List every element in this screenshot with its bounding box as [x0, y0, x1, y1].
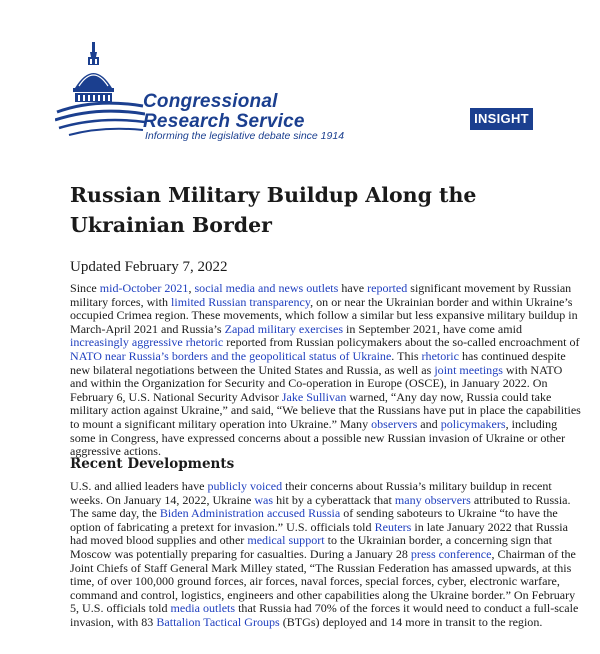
crs-logo: [55, 40, 355, 140]
text-line: Moscow was potentially preparing for casualties. During a January 28 press conference, Chairman of the: [70, 546, 576, 561]
text-line: 5, U.S. officials told media outlets that Russia had 70% of the forces it would need to conduct a full-scale: [70, 601, 579, 616]
hyperlink[interactable]: Biden Administration accused Russia: [159, 506, 341, 521]
hyperlink[interactable]: limited Russian transparency: [171, 294, 311, 309]
text-line: and within the Organization for Security and Co-operation in Europe (OSCE), in January 2022. On: [70, 376, 548, 391]
org-name-line2: Research Service: [143, 111, 305, 132]
text-line: The same day, the Biden Administration accused Russia of sending saboteurs to Ukraine “to have the: [70, 506, 558, 521]
hyperlink[interactable]: NATO near Russia’s borders and the geopolitical status of Ukraine: [70, 348, 392, 363]
hyperlink[interactable]: was: [254, 492, 274, 507]
hyperlink[interactable]: reported: [367, 281, 408, 295]
capitol-dome-icon: [55, 40, 145, 140]
hyperlink[interactable]: social media and news outlets: [194, 281, 339, 295]
text-line: U.S. and allied leaders have publicly voiced their concerns about Russia’s military buildup in recent: [70, 479, 552, 493]
insight-badge: INSIGHT: [470, 108, 533, 130]
text-line: aggressive actions.: [70, 444, 161, 459]
text-line: military action against Ukraine,” and said, “We believe that the Russians have put in place the capabilities: [70, 403, 581, 418]
text-line: Since mid-October 2021, social media and news outlets have reported significant movement by Russian: [70, 281, 572, 295]
recent-developments-paragraph: [70, 479, 579, 630]
hyperlink[interactable]: many observers: [394, 492, 471, 507]
hyperlink[interactable]: medical support: [247, 533, 325, 548]
hyperlink[interactable]: joint meetings: [434, 362, 503, 377]
hyperlink[interactable]: Reuters: [374, 519, 412, 534]
text-line: option of fabricating a pretext for invasion.” U.S. officials told Reuters in late January 2022 that Russia: [70, 519, 568, 534]
text-line: some in Congress, have expressed concerns about a possible new Russian invasion of Ukraine or other: [70, 430, 566, 445]
hyperlink[interactable]: publicly voiced: [207, 479, 283, 493]
hyperlink[interactable]: Jake Sullivan: [281, 389, 347, 404]
text-line: time, of over 100,000 ground forces, air forces, naval forces, special forces, cyber, electronic warfare,: [70, 574, 560, 589]
org-name: [143, 92, 305, 132]
document-title: Russian Military Buildup Along the Ukrainian Border: [70, 183, 477, 237]
section-heading-recent-developments: Recent Developments: [70, 456, 235, 472]
hyperlink[interactable]: press conference: [410, 546, 492, 561]
text-line: February 6, U.S. National Security Advisor Jake Sullivan warned, “Any day now, Russia could take: [70, 389, 552, 404]
text-line: March-April 2021 and Russia’s Zapad military exercises in September 2021, have come amid: [70, 321, 522, 336]
text-line: new bilateral negotiations between the United States and Russia, as well as joint meetings with NATO: [70, 362, 563, 377]
intro-paragraph: [70, 281, 581, 459]
text-line: increasingly aggressive rhetoric reported from Russian policymakers about the so-called encroachment of: [70, 335, 580, 350]
hyperlink[interactable]: policymakers: [440, 416, 506, 431]
text-line: Joint Chiefs of Staff General Mark Milley stated, “The Russian Federation has amassed upwards, at this: [70, 560, 572, 575]
text-line: weeks. On January 14, 2022, Ukraine was hit by a cyberattack that many observers attributed to Russia.: [70, 492, 571, 507]
text-line: had moved blood supplies and other medical support to the Ukrainian border, a concerning sign that: [70, 533, 552, 548]
text-line: NATO near Russia’s borders and the geopolitical status of Ukraine. This rhetoric has continued despite: [70, 348, 566, 363]
updated-date: Updated February 7, 2022: [70, 259, 228, 275]
text-line: to mount a significant military operation into Ukraine.” Many observers and policymakers, including: [70, 416, 558, 431]
hyperlink[interactable]: Battalion Tactical Groups: [156, 614, 280, 629]
org-tagline: Informing the legislative debate since 1914: [145, 130, 345, 142]
org-name-line1: Congressional: [143, 91, 278, 112]
hyperlink[interactable]: media outlets: [170, 601, 236, 616]
text-line: military forces, with limited Russian transparency, on or near the Ukrainian border and within Ukraine’s: [70, 294, 573, 309]
hyperlink[interactable]: increasingly aggressive rhetoric: [70, 335, 224, 350]
hyperlink[interactable]: Zapad military exercises: [224, 321, 344, 336]
hyperlink[interactable]: mid-October 2021: [99, 281, 189, 295]
text-line: occupied Crimea region. These movements, which follow a similar but less expansive military buildup in: [70, 308, 578, 323]
hyperlink[interactable]: observers: [371, 416, 418, 431]
text-line: invasion, with 83 Battalion Tactical Groups (BTGs) deployed and 14 more in transit to the region.: [70, 614, 543, 629]
text-line: command and control, logistics, engineers and other capabilities along the Ukraine border.” On February: [70, 587, 576, 602]
hyperlink[interactable]: rhetoric: [421, 348, 460, 363]
